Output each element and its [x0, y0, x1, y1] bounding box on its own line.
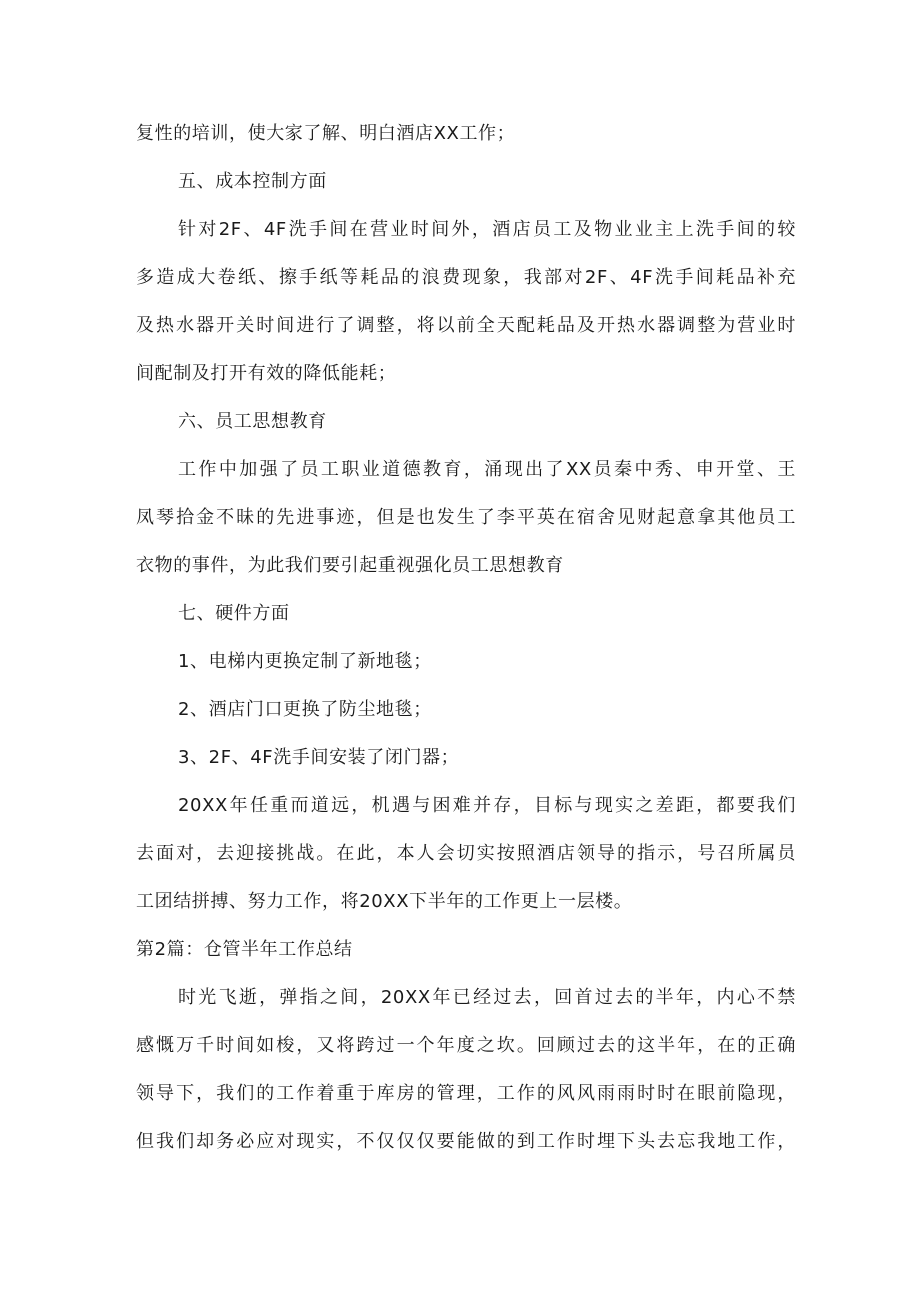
section-heading: 六、员工思想教育 [178, 411, 327, 432]
text-line: 凤琴拾金不昧的先进事迹，但是也发生了李平英在宿舍见财起意拿其他员工 [136, 507, 796, 528]
text-line: 感慨万千时间如梭，又将跨过一个年度之坎。回顾过去的这半年，在的正确 [136, 1035, 796, 1056]
list-item: 3、2F、4F洗手间安装了闭门器； [178, 747, 460, 768]
text-line: 衣物的事件，为此我们要引起重视强化员工思想教育 [136, 555, 564, 576]
list-item: 1、电梯内更换定制了新地毯； [178, 651, 432, 672]
text-line: 工团结拼搏、努力工作，将20XX下半年的工作更上一层楼。 [136, 891, 633, 912]
text-line: 及热水器开关时间进行了调整，将以前全天配耗品及开热水器调整为营业时 [136, 315, 796, 336]
section-heading: 七、硬件方面 [178, 603, 290, 624]
text-line: 领导下，我们的工作着重于库房的管理，工作的风风雨雨时时在眼前隐现， [136, 1083, 796, 1104]
text-line: 工作中加强了员工职业道德教育，涌现出了XX员秦中秀、申开堂、王 [178, 459, 796, 480]
text-line: 但我们却务必应对现实，不仅仅仅要能做的到工作时埋下头去忘我地工作， [136, 1131, 796, 1152]
article-title: 第2篇：仓管半年工作总结 [136, 939, 353, 960]
text-line: 复性的培训，使大家了解、明白酒店XX工作； [136, 123, 516, 144]
text-line: 针对2F、4F洗手间在营业时间外，酒店员工及物业业主上洗手间的较 [178, 219, 796, 240]
text-line: 间配制及打开有效的降低能耗； [136, 363, 397, 384]
list-item: 2、酒店门口更换了防尘地毯； [178, 699, 432, 720]
section-heading: 五、成本控制方面 [178, 171, 327, 192]
text-line: 时光飞逝，弹指之间，20XX年已经过去，回首过去的半年，内心不禁 [178, 987, 796, 1008]
text-line: 20XX年任重而道远，机遇与困难并存，目标与现实之差距，都要我们 [178, 795, 796, 816]
text-line: 多造成大卷纸、擦手纸等耗品的浪费现象，我部对2F、4F洗手间耗品补充 [136, 267, 796, 288]
text-line: 去面对，去迎接挑战。在此，本人会切实按照酒店领导的指示，号召所属员 [136, 843, 796, 864]
